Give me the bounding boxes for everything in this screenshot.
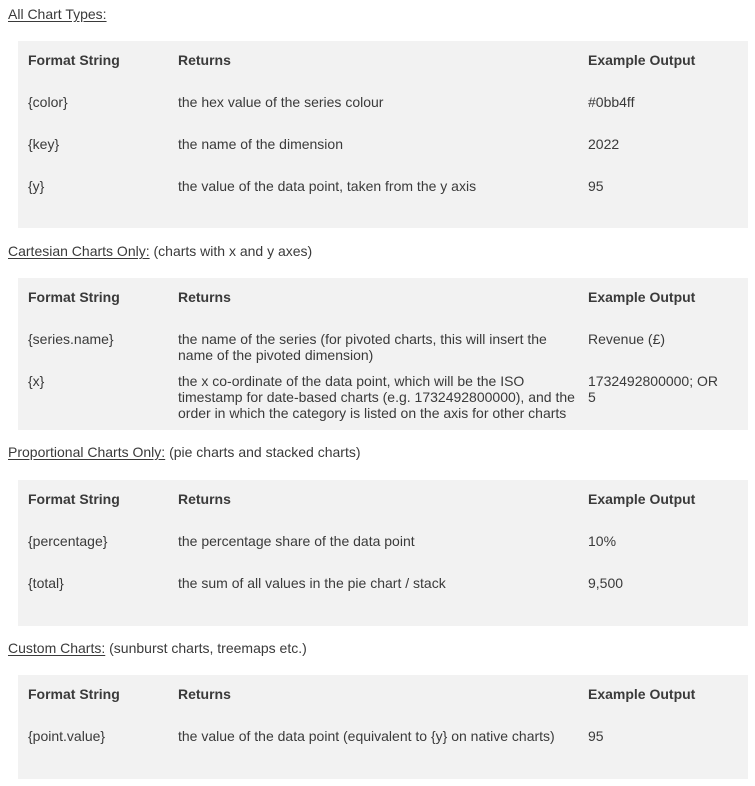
example-output: 10%: [588, 533, 617, 549]
format-string: {total}: [28, 575, 64, 591]
column-header-example: Example Output: [588, 491, 696, 507]
example-output: 2022: [588, 136, 620, 152]
column-header-format: Format String: [28, 491, 120, 507]
section-heading-custom: [8, 640, 307, 657]
format-table-custom: [18, 675, 748, 779]
section-heading-all-chart-types: [8, 6, 107, 23]
returns-text: the name of the dimension: [178, 136, 343, 152]
format-string: {series.name}: [28, 331, 114, 347]
example-output: #0bb4ff: [588, 94, 635, 110]
column-header-example: Example Output: [588, 686, 696, 702]
section-title: Proportional Charts Only:: [8, 444, 166, 460]
format-table-proportional: [18, 480, 748, 626]
column-header-example: Example Output: [588, 289, 696, 305]
column-header-returns: Returns: [178, 289, 231, 305]
section-note: (charts with x and y axes): [149, 243, 313, 259]
column-header-example: Example Output: [588, 52, 696, 68]
example-output: 95: [588, 178, 604, 194]
column-header-format: Format String: [28, 52, 120, 68]
format-string: {percentage}: [28, 533, 108, 549]
returns-text: the name of the series (for pivoted charts, this will insert the name of the pivoted dimension): [178, 331, 547, 363]
column-header-returns: Returns: [178, 491, 231, 507]
format-table-cartesian: [18, 278, 748, 430]
section-heading-cartesian: [8, 243, 312, 260]
returns-text: the sum of all values in the pie chart / stack: [178, 575, 446, 591]
format-string: {color}: [28, 94, 68, 110]
format-string: {y}: [28, 178, 45, 194]
example-output: 95: [588, 728, 604, 744]
example-output: 9,500: [588, 575, 624, 591]
section-note: (sunburst charts, treemaps etc.): [105, 640, 307, 656]
section-title: Cartesian Charts Only:: [8, 243, 150, 259]
example-output: 1732492800000; OR 5: [588, 373, 718, 405]
format-string: {point.value}: [28, 728, 106, 744]
column-header-format: Format String: [28, 289, 120, 305]
section-note: (pie charts and stacked charts): [165, 444, 361, 460]
returns-text: the x co-ordinate of the data point, which will be the ISO timestamp for date-based charts (e.g. 1732492800000), and the order in which the category is listed on the axis for other charts: [178, 373, 575, 421]
section-title: All Chart Types:: [8, 6, 107, 22]
returns-text: the value of the data point (equivalent to {y} on native charts): [178, 728, 555, 744]
format-string: {key}: [28, 136, 60, 152]
column-header-returns: Returns: [178, 52, 231, 68]
column-header-format: Format String: [28, 686, 120, 702]
returns-text: the percentage share of the data point: [178, 533, 415, 549]
section-title: Custom Charts:: [8, 640, 106, 656]
returns-text: the hex value of the series colour: [178, 94, 384, 110]
format-string: {x}: [28, 373, 45, 389]
returns-text: the value of the data point, taken from the y axis: [178, 178, 477, 194]
example-output: Revenue (£): [588, 331, 666, 347]
format-table-all-chart-types: [18, 41, 748, 228]
section-heading-proportional: [8, 444, 361, 461]
column-header-returns: Returns: [178, 686, 231, 702]
